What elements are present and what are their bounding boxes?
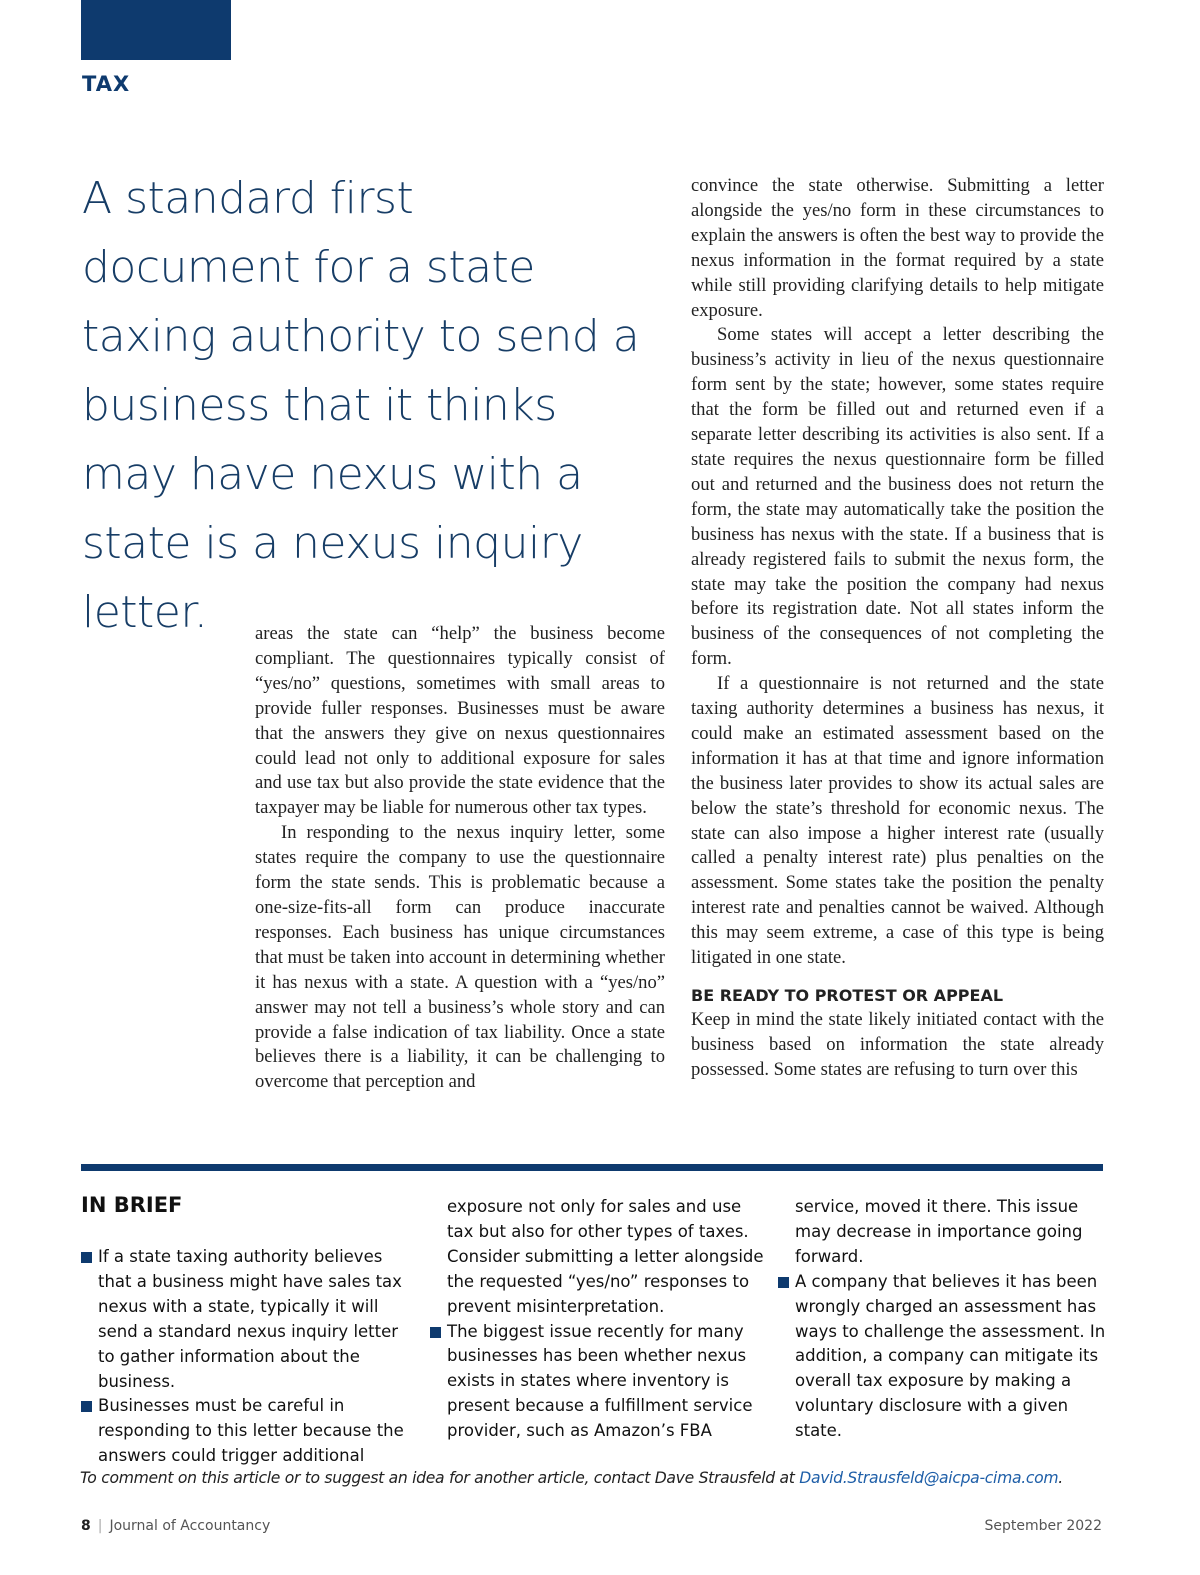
email-link[interactable]: David.Strausfeld@aicpa-cima.com: [799, 1469, 1059, 1487]
in-brief-column-3: [778, 1195, 1113, 1444]
in-brief-column-2: [430, 1195, 765, 1444]
in-brief-divider: [81, 1164, 1103, 1171]
body-paragraph: Some states will accept a letter describing the business’s activity in lieu of the nexus questionnaire form sent by the state; however, some states require that the form be filled out and returned even if a separate letter describing its activities is also sent. If a state requires the nexus questionnaire form be filled out and returned and the business does not return the form, the state may automatically take the position the business has nexus with the state. If a business that is already registered fails to submit the nexus form, the state may take the position the company had nexus before its registration date. Not all states inform the business of the consequences of not completing the form.: [691, 324, 1104, 670]
journal-name: Journal of Accountancy: [109, 1518, 271, 1534]
footer-separator: |: [97, 1518, 103, 1534]
body-paragraph: convince the state otherwise. Submitting a letter alongside the yes/no form in these circumstances to explain the answers is often the best way to provide the nexus information in the format required by a state while still providing clarifying details to help mitigate exposure.: [691, 175, 1104, 321]
footer-left: [81, 1518, 270, 1534]
header-accent-bar: [81, 0, 231, 60]
body-paragraph: If a questionnaire is not returned and the state taxing authority determines a business has nexus, it could make an estimated assessment based on the information it has at that time and ignore information the business later provides to show its actual sales are below the state’s threshold for economic nexus. The state can also impose a higher interest rate (usually called a penalty interest rate) plus penalties on the assessment. Some states take the position the penalty interest rate and penalties cannot be waived. Although this may seem extreme, a case of this type is being litigated in one state.: [691, 673, 1104, 969]
bullet-square-icon: [81, 1252, 92, 1263]
list-item-continuation: service, moved it there. This issue may decrease in importance going forward.: [795, 1197, 1083, 1266]
issue-date: September 2022: [984, 1518, 1102, 1534]
list-item: Businesses must be careful in responding to this letter because the answers could trigger additional: [81, 1394, 416, 1469]
subheading: BE READY TO PROTEST OR APPEAL: [691, 986, 1004, 1005]
bullet-square-icon: [430, 1327, 441, 1338]
body-paragraph: areas the state can “help” the business become compliant. The questionnaires typically consist of “yes/no” questions, sometimes with small areas to provide fuller responses. Businesses must be aware that the answers they give on nexus questionnaires could lead not only to additional exposure for sales and use tax but also provide the state evidence that the taxpayer may be liable for numerous other tax types.: [255, 623, 665, 819]
list-item: If a state taxing authority believes that a business might have sales tax nexus with a state, typically it will send a standard nexus inquiry letter to gather information about the business.: [81, 1245, 416, 1394]
section-label: TAX: [82, 72, 131, 96]
bullet-square-icon: [778, 1277, 789, 1288]
body-column-right: [691, 174, 1104, 1083]
list-item: A company that believes it has been wrongly charged an assessment has ways to challenge the assessment. In addition, a company can mitigate its overall tax exposure by making a voluntary disclosure with a given state.: [778, 1270, 1113, 1444]
in-brief-column-1: [81, 1245, 416, 1469]
list-item: The biggest issue recently for many businesses has been whether nexus exists in states where inventory is present because a fulfillment service provider, such as Amazon’s FBA: [430, 1320, 765, 1445]
body-column-middle: [255, 622, 665, 1095]
body-paragraph: Keep in mind the state likely initiated contact with the business based on information the state already possessed. Some states are refusing to turn over this: [691, 1009, 1104, 1080]
bullet-square-icon: [81, 1401, 92, 1412]
page-number: 8: [81, 1518, 91, 1534]
list-item-continuation: exposure not only for sales and use tax but also for other types of taxes. Consider submitting a letter alongside the requested “yes/no” responses to prevent misinterpretation.: [447, 1197, 764, 1316]
pull-quote: A standard first document for a state taxing authority to send a business that it thinks may have nexus with a state is a nexus inquiry letter.: [82, 173, 640, 638]
body-paragraph: In responding to the nexus inquiry letter, some states require the company to use the questionnaire form the state sends. This is problematic because a one-size-fits-all form can produce inaccurate responses. Each business has unique circumstances that must be taken into account in determining whether it has nexus with a state. A question with a “yes/no” answer may not tell a business’s whole story and can provide a false indication of tax liability. Once a state believes there is a liability, it can be challenging to overcome that perception and: [255, 822, 665, 1093]
in-brief-title: IN BRIEF: [81, 1193, 183, 1217]
comment-note: To comment on this article or to suggest an idea for another article, contact Dave Strausfeld at David.Strausfeld@aicpa-cima.com.: [80, 1469, 1063, 1487]
